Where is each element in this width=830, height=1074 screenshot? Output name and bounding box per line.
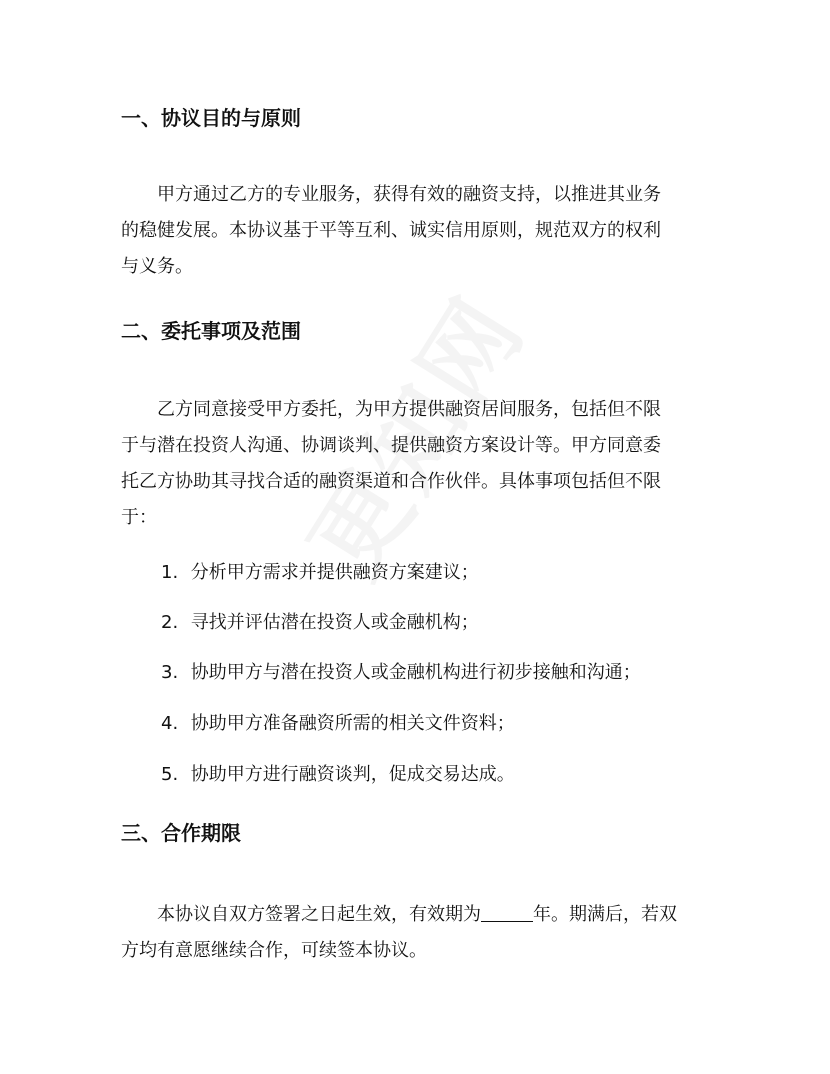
list-item: [161, 559, 479, 587]
paragraph-line: 乙方同意接受甲方委托，为甲方提供融资居间服务，包括但不限: [121, 399, 661, 420]
fill-in-blank[interactable]: [481, 901, 533, 922]
list-number: 3.: [161, 662, 179, 683]
paragraph-line: 于：: [121, 507, 157, 528]
paragraph-line: 方均有意愿继续合作，可续签本协议。: [121, 940, 427, 961]
list-text: 协助甲方与潜在投资人或金融机构进行初步接触和沟通；: [190, 662, 641, 683]
paragraph-line: 的稳健发展。本协议基于平等互利、诚实信用原则，规范双方的权利: [121, 220, 661, 241]
list-number: 1.: [161, 562, 179, 583]
paragraph-text: 年。期满后，若双: [533, 904, 677, 925]
list-text: 分析甲方需求并提供融资方案建议；: [190, 562, 479, 583]
paragraph-line: [121, 897, 706, 933]
list-number: 4.: [161, 713, 179, 734]
paragraph-line: 于与潜在投资人沟通、协调谈判、提供融资方案设计等。甲方同意委: [121, 435, 661, 456]
paragraph-text: 本协议自双方签署之日起生效，有效期为: [121, 904, 481, 925]
list-text: 协助甲方准备融资所需的相关文件资料；: [190, 713, 515, 734]
paragraph-line: 甲方通过乙方的专业服务，获得有效的融资支持，以推进其业务: [121, 184, 661, 205]
paragraph-line: 托乙方协助其寻找合适的融资渠道和合作伙伴。具体事项包括但不限: [121, 471, 661, 492]
list-number: 5.: [161, 764, 179, 785]
section-paragraph-1: [121, 177, 706, 285]
list-item: [161, 609, 479, 637]
section-heading-2: 二、委托事项及范围: [121, 319, 301, 343]
list-item: [161, 761, 515, 789]
section-heading-3: 三、合作期限: [121, 821, 241, 845]
section-paragraph-3: [121, 897, 706, 969]
list-item: [161, 659, 641, 687]
list-text: 寻找并评估潜在投资人或金融机构；: [190, 612, 479, 633]
list-number: 2.: [161, 612, 179, 633]
list-text: 协助甲方进行融资谈判，促成交易达成。: [190, 764, 515, 785]
list-item: [161, 710, 515, 738]
section-paragraph-2: [121, 392, 706, 536]
paragraph-line: 与义务。: [121, 256, 193, 277]
section-heading-1: 一、协议目的与原则: [121, 106, 301, 130]
